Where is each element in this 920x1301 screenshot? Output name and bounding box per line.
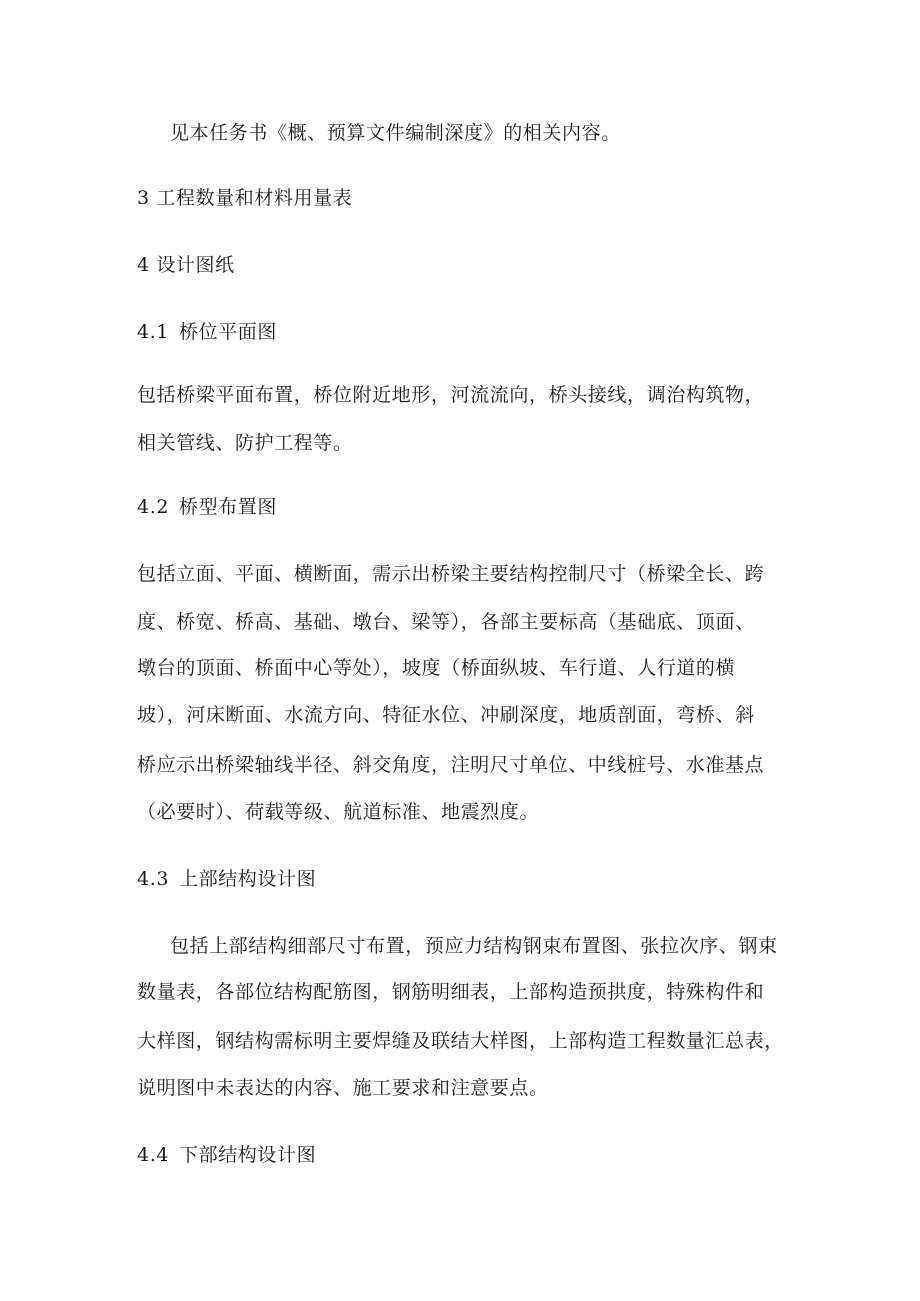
heading-4-2 (137, 495, 277, 519)
section-number: 4.2 (137, 496, 170, 518)
heading-4-1 (137, 320, 277, 344)
section-title: 桥型布置图 (179, 496, 278, 518)
paragraph-4-2-line-5: 桥应示出桥梁轴线半径、斜交角度，注明尺寸单位、中线桩号、水准基点 (137, 754, 765, 776)
paragraph-4-3-line-1: 包括上部结构细部尺寸布置，预应力结构钢束布置图、张拉次序、钢束 (170, 935, 778, 957)
paragraph-4-3-line-2: 数量表，各部位结构配筋图，钢筋明细表，上部构造预拱度，特殊构件和 (137, 981, 765, 1003)
paragraph-4-2-line-3: 墩台的顶面、桥面中心等处），坡度（桥面纵坡、车行道、人行道的横 (137, 657, 736, 679)
paragraph-4-1-line-1: 包括桥梁平面布置，桥位附近地形，河流流向，桥头接线，调治构筑物， (137, 384, 765, 406)
paragraph-4-2-line-2: 度、桥宽、桥高、基础、墩台、梁等），各部主要标高（基础底、顶面、 (137, 611, 755, 633)
paragraph-4-3-line-3: 大样图，钢结构需标明主要焊缝及联结大样图，上部构造工程数量汇总表， (137, 1030, 784, 1052)
section-title: 桥位平面图 (179, 321, 278, 343)
section-number: 4.4 (137, 1144, 170, 1166)
paragraph-4-2-line-4: 坡），河床断面、水流方向、特征水位、冲刷深度，地质剖面，弯桥、斜 (137, 704, 755, 726)
heading-4-4 (137, 1143, 316, 1167)
paragraph-4-3-line-4: 说明图中未表达的内容、施工要求和注意要点。 (137, 1077, 549, 1099)
intro-paragraph: 见本任务书《概、预算文件编制深度》的相关内容。 (170, 122, 621, 144)
section-title: 上部结构设计图 (179, 868, 317, 890)
section-number: 4.1 (137, 321, 170, 343)
heading-4: 4 设计图纸 (137, 254, 235, 276)
paragraph-4-2-line-1: 包括立面、平面、横断面，需示出桥梁主要结构控制尺寸（桥梁全长、跨 (137, 563, 765, 585)
paragraph-4-1-line-2: 相关管线、防护工程等。 (137, 432, 353, 454)
heading-4-3 (137, 867, 316, 891)
section-title: 下部结构设计图 (179, 1144, 317, 1166)
section-number: 4.3 (137, 868, 170, 890)
paragraph-4-2-line-6: （必要时）、荷载等级、航道标准、地震烈度。 (137, 801, 540, 823)
heading-3: 3 工程数量和材料用量表 (137, 187, 353, 209)
